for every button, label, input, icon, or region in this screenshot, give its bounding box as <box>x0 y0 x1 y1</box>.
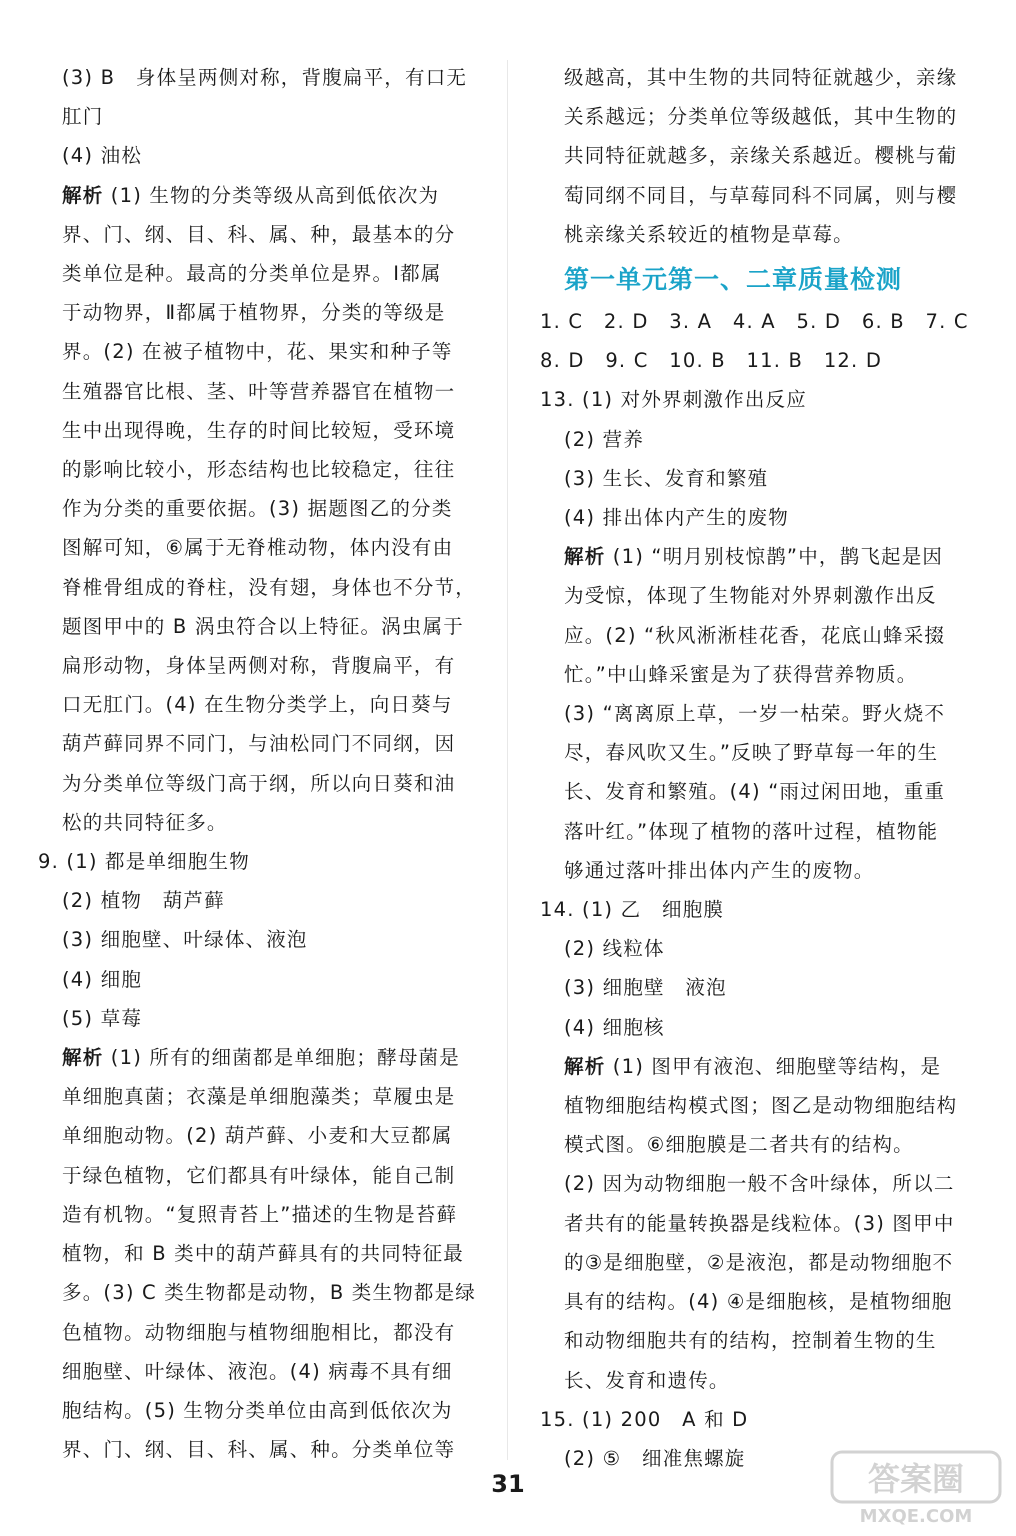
text-line <box>38 372 478 411</box>
text-line <box>38 1038 478 1077</box>
text-run: 于绿色植物，它们都具有叶绿体，能自己制 <box>62 1163 456 1187</box>
text-run: (3) “离离原上草，一岁一枯荣。野火烧不 <box>564 702 946 726</box>
section-heading <box>540 258 980 302</box>
text-line <box>38 724 478 763</box>
text-line <box>540 1125 980 1164</box>
text-run: 题图甲中的 B 涡虫符合以上特征。涡虫属于 <box>62 614 464 638</box>
text-line <box>540 215 980 254</box>
text-line <box>540 498 980 537</box>
text-run: 生中出现得晚，生存的时间比较短，受环境 <box>62 418 456 442</box>
text-run: 扁形动物，身体呈两侧对称，背腹扁平，有 <box>62 654 456 678</box>
text-run: 萄同纲不同目，与草莓同科不同属，则与樱 <box>564 183 958 207</box>
text-run: 界、门、纲、目、科、属、种。分类单位等 <box>62 1438 456 1462</box>
text-line <box>540 176 980 215</box>
text-run: 够通过落叶排出体内产生的废物。 <box>564 858 875 882</box>
right-column <box>540 58 980 1478</box>
text-run: (5) 草莓 <box>62 1006 143 1030</box>
text-run: 级越高，其中生物的共同特征就越少，亲缘 <box>564 66 958 89</box>
text-line <box>540 851 980 890</box>
text-run: (3) 生长、发育和繁殖 <box>564 466 769 490</box>
text-run: 植物细胞结构模式图；图乙是动物细胞结构 <box>564 1094 958 1118</box>
text-line <box>38 646 478 685</box>
watermark-logo <box>830 1450 1002 1526</box>
text-line <box>38 1116 478 1155</box>
text-run: (2) 因为动物细胞一般不含叶绿体，所以二 <box>564 1172 955 1196</box>
text-line <box>540 380 980 419</box>
text-line <box>38 528 478 567</box>
text-run: 类单位是种。最高的分类单位是界。Ⅰ都属 <box>62 262 442 286</box>
text-line <box>38 136 478 175</box>
text-line <box>38 1156 478 1195</box>
text-run: 细胞壁、叶绿体、液泡。(4) 病毒不具有细 <box>62 1359 453 1383</box>
text-run: 界、门、纲、目、科、属、种，最基本的分 <box>62 222 456 246</box>
text-line <box>38 764 478 803</box>
text-line <box>38 568 478 607</box>
text-run: 单细胞动物。(2) 葫芦藓、小麦和大豆都属 <box>62 1124 453 1148</box>
text-run: 和动物细胞共有的结构，控制着生物的生 <box>564 1329 937 1353</box>
text-run: 肛门 <box>62 105 104 129</box>
text-line <box>540 1321 980 1360</box>
text-run: 落叶红。”体现了植物的落叶过程，植物能 <box>564 819 939 843</box>
text-run: 具有的结构。(4) ④是细胞核，是植物细胞 <box>564 1290 953 1314</box>
text-line <box>540 1086 980 1125</box>
text-run: 葫芦藓同界不同门，与油松同门不同纲，因 <box>62 732 456 756</box>
text-run: 生殖器官比根、茎、叶等营养器官在植物一 <box>62 379 456 403</box>
text-run: 作为分类的重要依据。(3) 据题图乙的分类 <box>62 497 453 521</box>
text-run: (3) 细胞壁、叶绿体、液泡 <box>62 928 308 952</box>
text-line <box>38 1352 478 1391</box>
text-line <box>38 215 478 254</box>
text-run: (3) 细胞壁 液泡 <box>564 976 727 1000</box>
text-line <box>38 176 478 215</box>
text-run: 多。(3) C 类生物都是动物，B 类生物都是绿 <box>62 1281 477 1305</box>
column-divider <box>507 60 508 1460</box>
text-line <box>38 607 478 646</box>
text-run: 植物，和 B 类中的葫芦藓具有的共同特征最 <box>62 1242 464 1266</box>
text-run: 共同特征就越多，亲缘关系越近。樱桃与葡 <box>564 144 958 168</box>
text-run: (1) 所有的细菌都是单细胞；酵母菌是 <box>103 1046 460 1070</box>
text-run: 松的共同特征多。 <box>62 810 228 834</box>
text-line <box>540 1361 980 1400</box>
text-run: (2) 植物 葫芦藓 <box>62 889 225 913</box>
text-run: 者共有的能量转换器是线粒体。(3) 图甲中 <box>564 1211 955 1235</box>
text-run: 图解可知，⑥属于无脊椎动物，体内没有由 <box>62 536 454 560</box>
text-run: 的影响比较小，形态结构也比较稳定，往往 <box>62 458 456 482</box>
text-run: 模式图。⑥细胞膜是二者共有的结构。 <box>564 1133 914 1157</box>
text-line <box>540 420 980 459</box>
text-line <box>540 1164 980 1203</box>
text-line <box>38 685 478 724</box>
svg-text:MXQE.COM: MXQE.COM <box>859 1506 973 1526</box>
text-line <box>540 616 980 655</box>
text-run: 应。(2) “秋风淅淅桂花香，花底山蜂采掇 <box>564 623 946 647</box>
text-line <box>540 537 980 576</box>
text-line <box>38 999 478 1038</box>
text-line <box>38 489 478 528</box>
text-line <box>38 960 478 999</box>
text-line <box>38 1430 478 1469</box>
text-line <box>540 302 980 341</box>
text-run: (2) 营养 <box>564 427 645 451</box>
text-line <box>540 58 980 97</box>
analysis-label: 解析 <box>564 545 606 569</box>
text-line <box>540 1243 980 1282</box>
text-line <box>38 332 478 371</box>
text-run: 15. (1) 200 A 和 D <box>540 1407 749 1431</box>
text-run: 9. (1) 都是单细胞生物 <box>38 850 250 874</box>
text-line <box>38 97 478 136</box>
text-line <box>540 341 980 380</box>
text-line <box>38 803 478 842</box>
analysis-label: 解析 <box>62 1046 104 1070</box>
text-line <box>540 459 980 498</box>
text-run: (2) ⑤ 细准焦螺旋 <box>564 1446 746 1470</box>
text-run: 造有机物。“复照青苔上”描述的生物是苔藓 <box>62 1202 458 1226</box>
text-line <box>38 450 478 489</box>
text-run: (2) 线粒体 <box>564 937 665 961</box>
text-line <box>38 293 478 332</box>
text-line <box>38 1391 478 1430</box>
text-line <box>540 1282 980 1321</box>
text-run: 长、发育和遗传。 <box>564 1368 730 1392</box>
text-line <box>540 576 980 615</box>
text-run: 脊椎骨组成的脊柱，没有翅，身体也不分节， <box>62 575 477 599</box>
text-run: 桃亲缘关系较近的植物是草莓。 <box>564 222 854 246</box>
left-column <box>38 58 478 1469</box>
text-line <box>38 58 478 97</box>
text-run: 口无肛门。(4) 在生物分类学上，向日葵与 <box>62 693 453 717</box>
text-line <box>38 920 478 959</box>
text-line <box>540 1008 980 1047</box>
text-line <box>540 694 980 733</box>
analysis-label: 解析 <box>564 1054 606 1078</box>
text-line <box>38 881 478 920</box>
text-line <box>540 1047 980 1086</box>
text-run: (4) 细胞 <box>62 967 143 991</box>
text-run: 单细胞真菌；衣藻是单细胞藻类；草履虫是 <box>62 1085 456 1109</box>
text-run: 忙。”中山蜂采蜜是为了获得营养物质。 <box>564 662 918 686</box>
text-run: (4) 油松 <box>62 144 143 168</box>
text-line <box>38 1195 478 1234</box>
text-line <box>38 1313 478 1352</box>
text-run: 长、发育和繁殖。(4) “雨过闲田地，重重 <box>564 780 946 804</box>
text-run: 14. (1) 乙 细胞膜 <box>540 898 725 922</box>
page-number: 31 <box>491 1470 525 1498</box>
text-line <box>540 136 980 175</box>
analysis-label: 解析 <box>62 183 104 207</box>
text-run: 色植物。动物细胞与植物细胞相比，都没有 <box>62 1320 456 1344</box>
text-line <box>38 1234 478 1273</box>
text-run: (1) 图甲有液泡、细胞壁等结构，是 <box>605 1054 942 1078</box>
text-line <box>38 411 478 450</box>
text-line <box>540 772 980 811</box>
text-run: (4) 细胞核 <box>564 1015 665 1039</box>
text-run: (4) 排出体内产生的废物 <box>564 506 789 530</box>
text-run: 尽，春风吹又生。”反映了野草每一年的生 <box>564 741 939 765</box>
text-line <box>540 1400 980 1439</box>
text-run: 第一单元第一、二章质量检测 <box>564 265 903 295</box>
text-line <box>540 890 980 929</box>
text-run: 1. C 2. D 3. A 4. A 5. D 6. B 7. C <box>540 310 969 334</box>
text-run: 关系越远；分类单位等级越低，其中生物的 <box>564 105 958 129</box>
text-line <box>540 1204 980 1243</box>
text-line <box>540 812 980 851</box>
text-line <box>38 1077 478 1116</box>
text-run: (3) B 身体呈两侧对称，背腹扁平，有口无 <box>62 66 468 89</box>
text-line <box>540 655 980 694</box>
text-run: 于动物界，Ⅱ都属于植物界，分类的等级是 <box>62 301 446 325</box>
text-line <box>540 97 980 136</box>
text-run: 的③是细胞壁，②是液泡，都是动物细胞不 <box>564 1250 954 1274</box>
text-line <box>38 1273 478 1312</box>
text-run: (1) 生物的分类等级从高到低依次为 <box>103 183 440 207</box>
text-line <box>540 733 980 772</box>
text-line <box>38 254 478 293</box>
text-run: (1) “明月别枝惊鹊”中，鹊飞起是因 <box>605 545 944 569</box>
text-run: 为分类单位等级门高于纲，所以向日葵和油 <box>62 771 456 795</box>
text-line <box>540 968 980 1007</box>
text-run: 界。(2) 在被子植物中，花、果实和种子等 <box>62 340 453 364</box>
text-line <box>38 842 478 881</box>
text-run: 13. (1) 对外界刺激作出反应 <box>540 388 807 412</box>
text-line <box>540 929 980 968</box>
svg-text:答案圈: 答案圈 <box>867 1460 965 1498</box>
text-run: 胞结构。(5) 生物分类单位由高到低依次为 <box>62 1398 453 1422</box>
text-run: 8. D 9. C 10. B 11. B 12. D <box>540 349 883 373</box>
text-run: 为受惊，体现了生物能对外界刺激作出反 <box>564 584 937 608</box>
